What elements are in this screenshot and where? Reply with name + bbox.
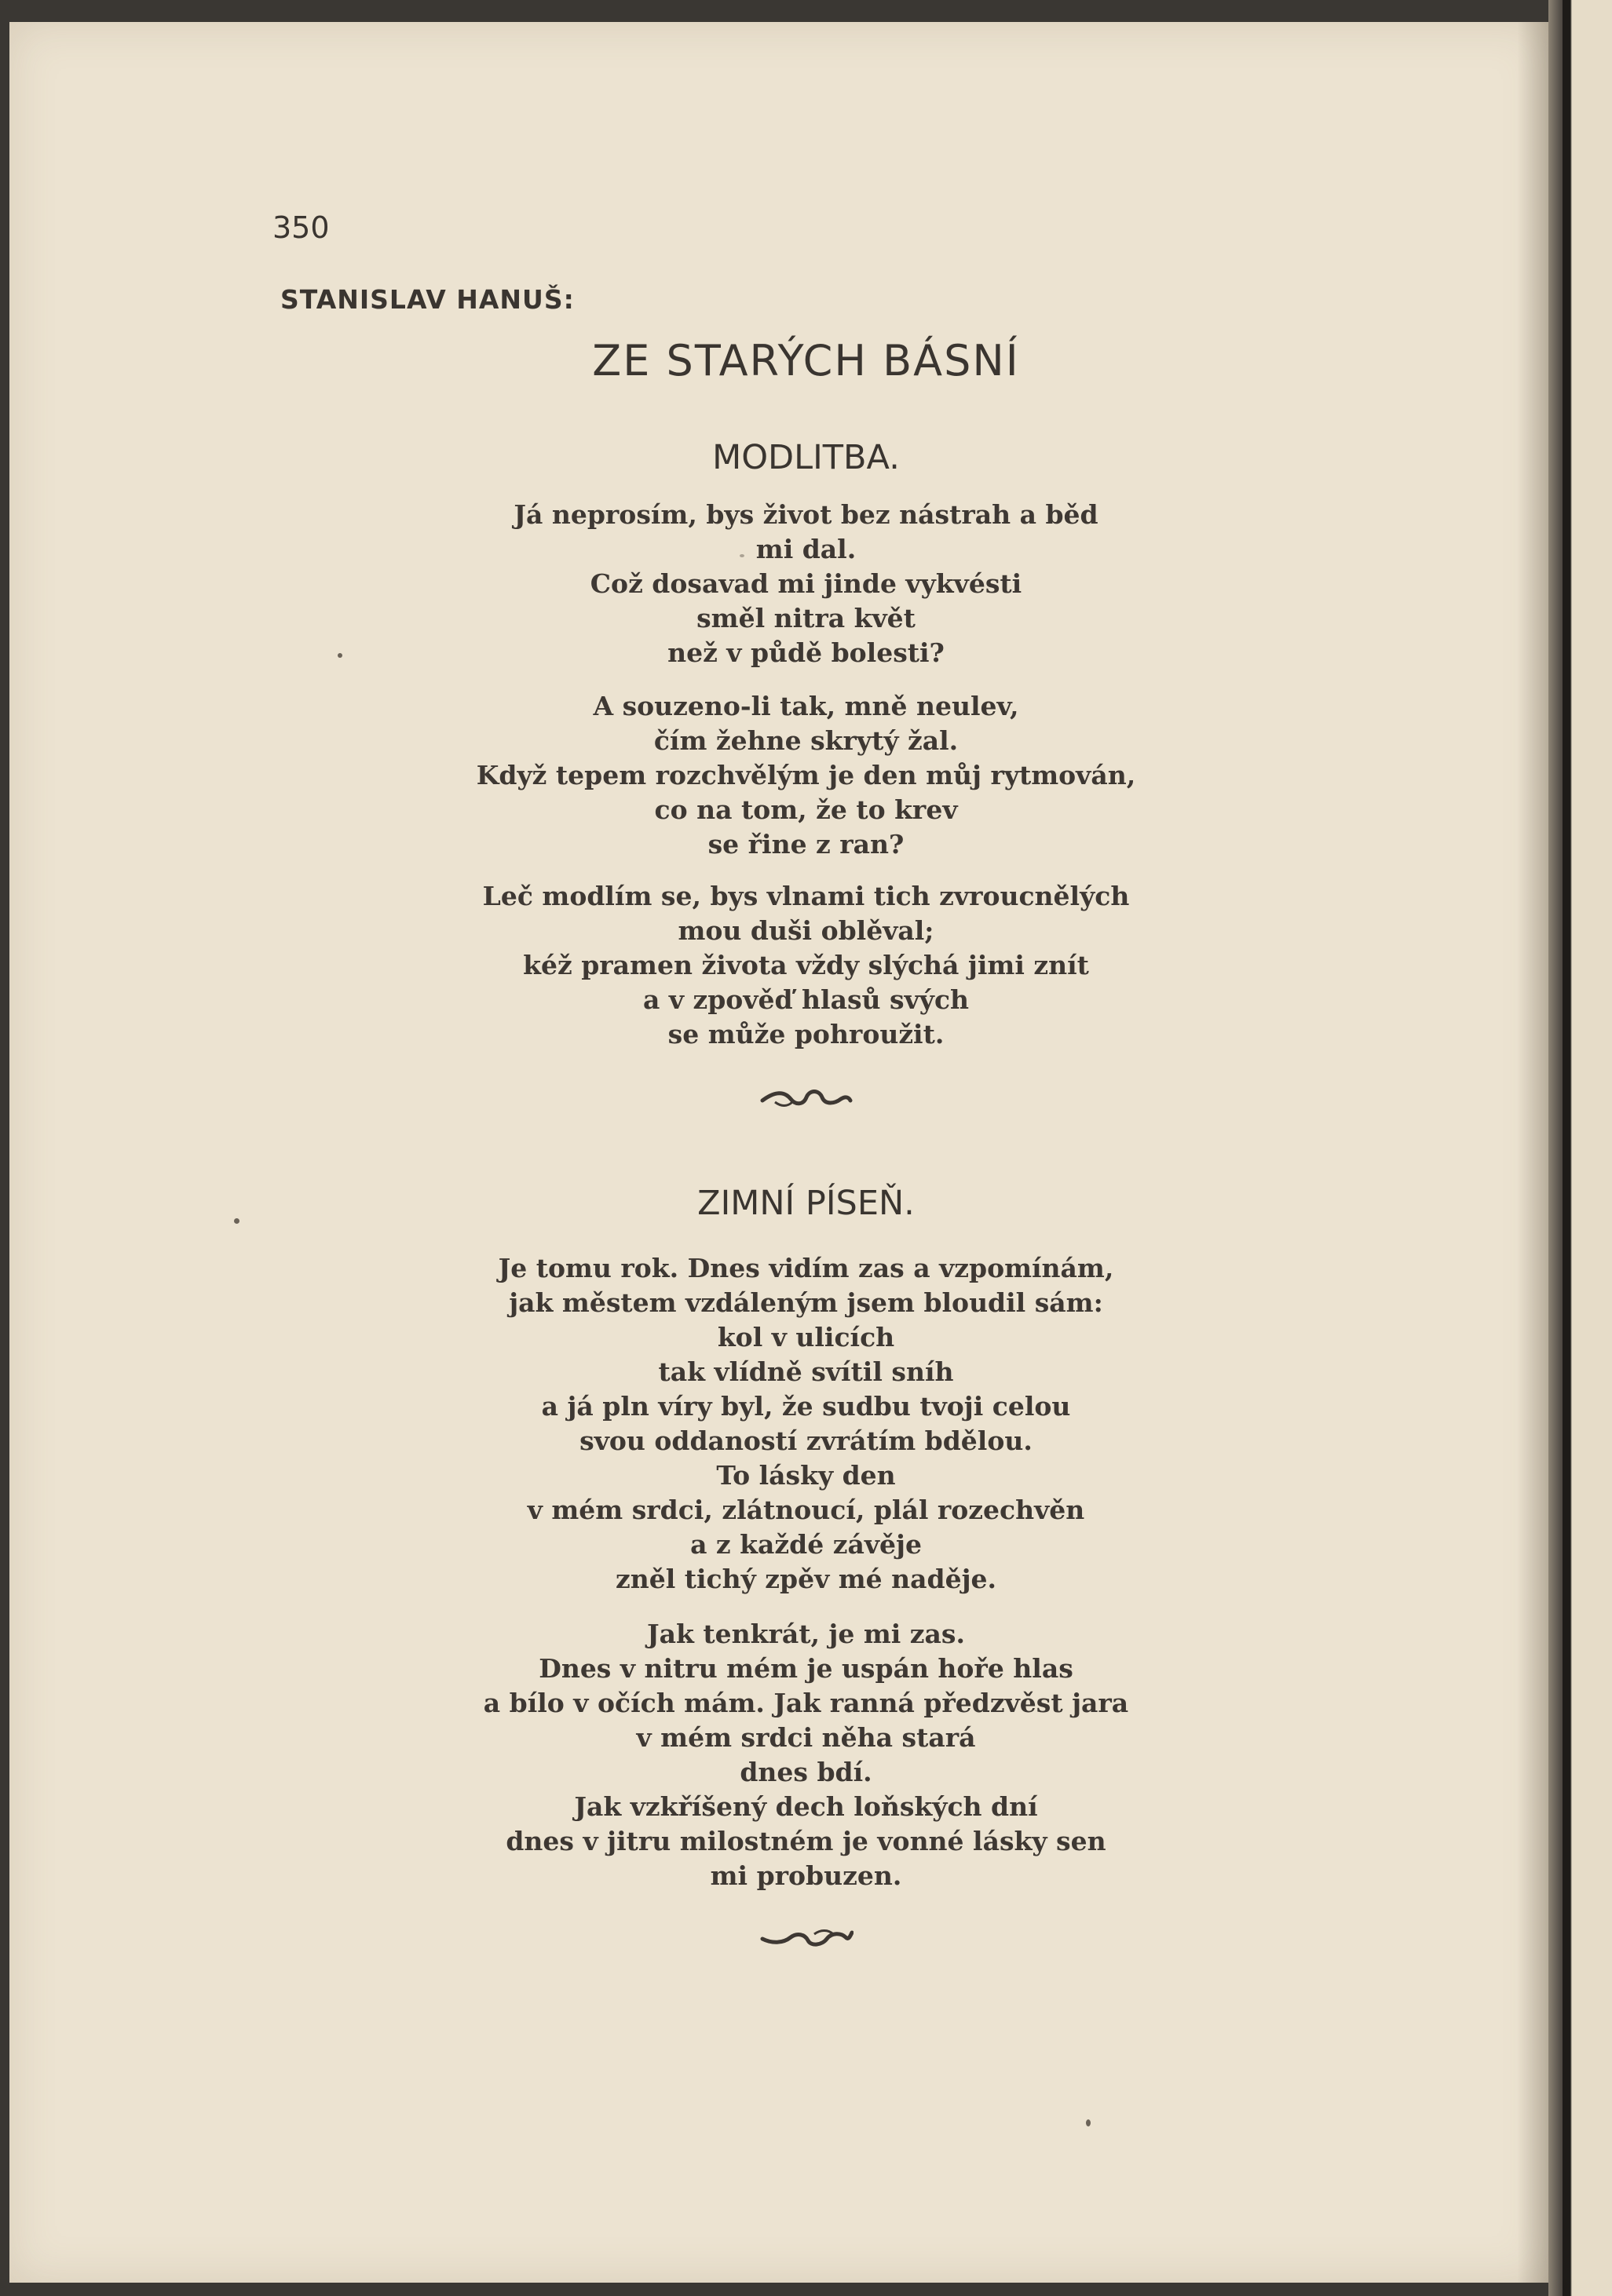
verse-line: dnes bdí. bbox=[740, 1757, 872, 1787]
poem-title-modlitba: MODLITBA. bbox=[712, 438, 900, 477]
verse-line: a v zpověď hlasů svých bbox=[642, 984, 970, 1015]
verse-line: Když tepem rozchvělým je den můj rytmován, bbox=[476, 760, 1136, 790]
verse-line: v mém srdci, zlátnoucí, plál rozechvěn bbox=[527, 1495, 1085, 1525]
poem1-stanza-3 bbox=[0, 879, 1612, 1052]
verse-line: To lásky den bbox=[716, 1460, 896, 1491]
verse-line: než v půdě bolesti? bbox=[667, 637, 945, 668]
verse-line: a já pln víry byl, že sudbu tvoji celou bbox=[541, 1391, 1071, 1422]
fleuron-icon bbox=[0, 1925, 1612, 1955]
verse-line: jak městem vzdáleným jsem bloudil sám: bbox=[509, 1287, 1103, 1318]
verse-line: kol v ulicích bbox=[717, 1322, 895, 1352]
verse-line: Leč modlím se, bys vlnami tich zvroucnělých bbox=[482, 881, 1130, 911]
collection-title: ZE STARÝCH BÁSNÍ bbox=[592, 336, 1020, 385]
verse-line: čím žehne skrytý žal. bbox=[653, 725, 959, 756]
verse-line: tak vlídně svítil sníh bbox=[658, 1356, 954, 1387]
verse-line: Já neprosím, bys život bez nástrah a běd bbox=[514, 499, 1098, 530]
page-number: 350 bbox=[272, 210, 330, 245]
verse-line: kéž pramen života vždy slýchá jimi znít bbox=[523, 950, 1089, 980]
poem-title-zimni-pisen: ZIMNÍ PÍSEŇ. bbox=[697, 1184, 915, 1223]
poem1-stanza-2 bbox=[0, 689, 1612, 862]
scan-speck bbox=[338, 653, 342, 658]
poem1-stanza-1 bbox=[0, 498, 1612, 670]
verse-line: se řine z ran? bbox=[707, 829, 905, 860]
fleuron-icon bbox=[0, 1085, 1612, 1115]
verse-line: se může pohroužit. bbox=[667, 1019, 945, 1049]
verse-line: Je tomu rok. Dnes vidím zas a vzpomínám, bbox=[498, 1253, 1114, 1283]
verse-line: zněl tichý zpěv mé naděje. bbox=[615, 1564, 997, 1594]
verse-line: mi dal. bbox=[755, 534, 857, 564]
author-name: STANISLAV HANUŠ: bbox=[280, 284, 575, 315]
verse-line: a bílo v očích mám. Jak ranná předzvěst jara bbox=[483, 1688, 1129, 1718]
verse-line: dnes v jitru milostném je vonné lásky sen bbox=[506, 1826, 1106, 1856]
verse-line: Což dosavad mi jinde vykvésti bbox=[590, 568, 1022, 599]
verse-line: mi probuzen. bbox=[710, 1860, 902, 1891]
scan-speck bbox=[740, 554, 744, 557]
verse-line: Jak tenkrát, je mi zas. bbox=[647, 1619, 965, 1649]
poem2-stanza-2 bbox=[0, 1617, 1612, 1893]
verse-line: a z každé závěje bbox=[690, 1529, 922, 1560]
poem2-stanza-1 bbox=[0, 1251, 1612, 1597]
scan-speck bbox=[1086, 2119, 1091, 2126]
verse-line: co na tom, že to krev bbox=[654, 794, 958, 825]
verse-line: A souzeno-li tak, mně neulev, bbox=[593, 691, 1019, 721]
verse-line: Dnes v nitru mém je uspán hoře hlas bbox=[539, 1653, 1073, 1684]
verse-line: směl nitra květ bbox=[696, 603, 916, 633]
verse-line: mou duši oblěval; bbox=[678, 915, 934, 946]
verse-line: Jak vzkříšený dech loňských dní bbox=[574, 1791, 1038, 1822]
verse-line: svou oddaností zvrátím bdělou. bbox=[579, 1425, 1033, 1456]
verse-line: v mém srdci něha stará bbox=[636, 1722, 976, 1753]
scan-speck bbox=[234, 1218, 239, 1224]
